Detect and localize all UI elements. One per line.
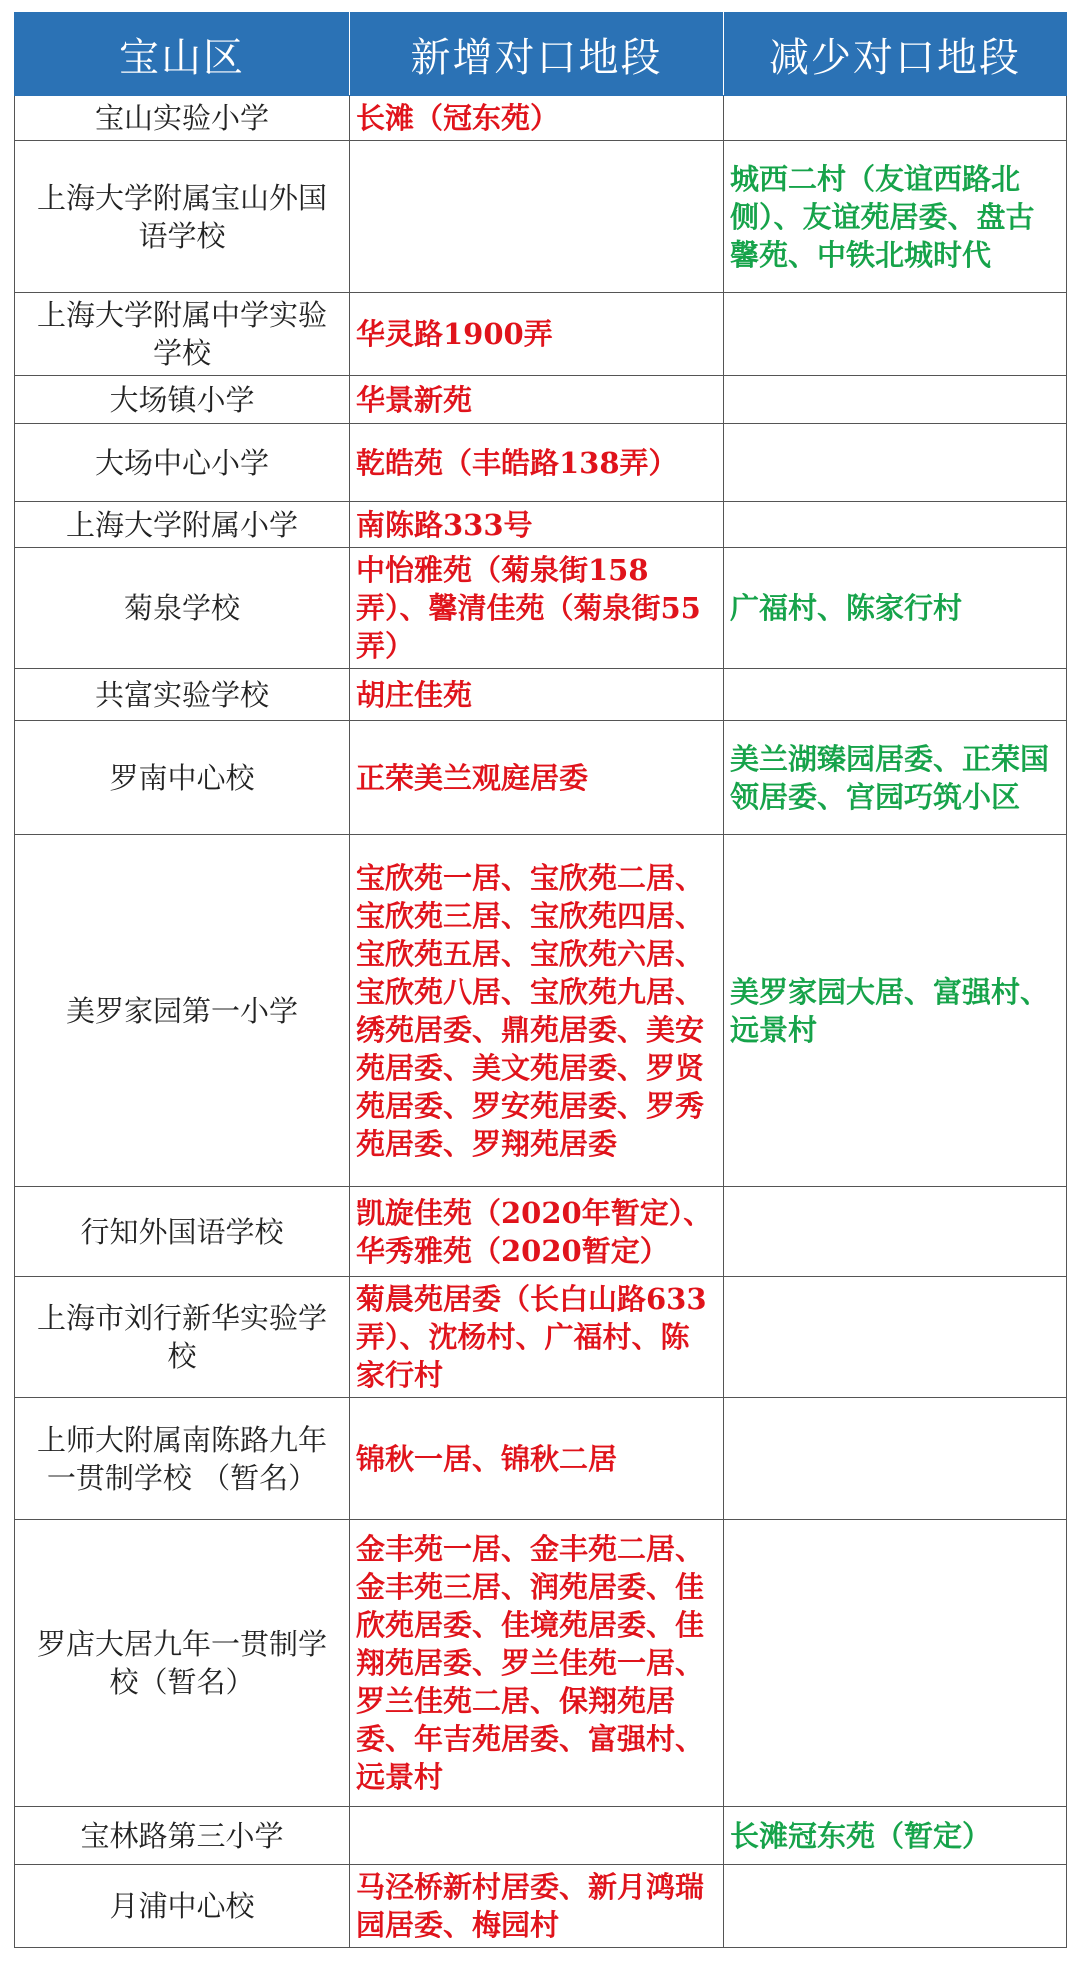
reduced-areas: 美罗家园大居、富强村、远景村 bbox=[724, 835, 1067, 1187]
added-areas: 乾皓苑（丰皓路138弄） bbox=[350, 424, 724, 502]
school-name: 月浦中心校 bbox=[15, 1865, 350, 1948]
school-district-table bbox=[14, 12, 1067, 1948]
table-row bbox=[15, 376, 1067, 424]
school-name: 大场镇小学 bbox=[15, 376, 350, 424]
table-row bbox=[15, 96, 1067, 141]
added-areas: 长滩（冠东苑） bbox=[350, 96, 724, 141]
school-name: 共富实验学校 bbox=[15, 669, 350, 721]
table-row bbox=[15, 1807, 1067, 1865]
reduced-areas bbox=[724, 376, 1067, 424]
header-added: 新增对口地段 bbox=[350, 13, 724, 96]
added-areas: 金丰苑一居、金丰苑二居、金丰苑三居、润苑居委、佳欣苑居委、佳境苑居委、佳翔苑居委、罗兰佳苑一居、罗兰佳苑二居、保翔苑居委、年吉苑居委、富强村、远景村 bbox=[350, 1520, 724, 1807]
reduced-areas bbox=[724, 1398, 1067, 1520]
table-row bbox=[15, 835, 1067, 1187]
reduced-areas: 长滩冠东苑（暂定） bbox=[724, 1807, 1067, 1865]
school-name: 宝林路第三小学 bbox=[15, 1807, 350, 1865]
school-name: 宝山实验小学 bbox=[15, 96, 350, 141]
school-name: 罗店大居九年一贯制学校（暂名） bbox=[15, 1520, 350, 1807]
reduced-areas bbox=[724, 424, 1067, 502]
added-areas bbox=[350, 1807, 724, 1865]
reduced-areas bbox=[724, 1520, 1067, 1807]
school-name: 上海市刘行新华实验学校 bbox=[15, 1277, 350, 1398]
header-reduced: 减少对口地段 bbox=[724, 13, 1067, 96]
added-areas: 凯旋佳苑（2020年暂定）、华秀雅苑（2020暂定） bbox=[350, 1187, 724, 1277]
reduced-areas bbox=[724, 293, 1067, 376]
reduced-areas: 广福村、陈家行村 bbox=[724, 548, 1067, 669]
table-row bbox=[15, 721, 1067, 835]
table-row bbox=[15, 669, 1067, 721]
reduced-areas bbox=[724, 669, 1067, 721]
table-row bbox=[15, 424, 1067, 502]
added-areas: 华景新苑 bbox=[350, 376, 724, 424]
header-row bbox=[15, 13, 1067, 96]
added-areas: 马泾桥新村居委、新月鸿瑞园居委、梅园村 bbox=[350, 1865, 724, 1948]
added-areas: 华灵路1900弄 bbox=[350, 293, 724, 376]
added-areas: 正荣美兰观庭居委 bbox=[350, 721, 724, 835]
reduced-areas: 美兰湖臻园居委、正荣国领居委、宫园巧筑小区 bbox=[724, 721, 1067, 835]
added-areas: 锦秋一居、锦秋二居 bbox=[350, 1398, 724, 1520]
table-row bbox=[15, 293, 1067, 376]
table-row bbox=[15, 1520, 1067, 1807]
table-row bbox=[15, 548, 1067, 669]
table-row bbox=[15, 1277, 1067, 1398]
school-name: 菊泉学校 bbox=[15, 548, 350, 669]
reduced-areas bbox=[724, 96, 1067, 141]
school-name: 上海大学附属中学实验学校 bbox=[15, 293, 350, 376]
school-name: 罗南中心校 bbox=[15, 721, 350, 835]
added-areas: 胡庄佳苑 bbox=[350, 669, 724, 721]
added-areas bbox=[350, 141, 724, 293]
reduced-areas bbox=[724, 1865, 1067, 1948]
table-row bbox=[15, 1398, 1067, 1520]
added-areas: 菊晨苑居委（长白山路633弄）、沈杨村、广福村、陈家行村 bbox=[350, 1277, 724, 1398]
table-row bbox=[15, 1187, 1067, 1277]
reduced-areas bbox=[724, 1187, 1067, 1277]
reduced-areas: 城西二村（友谊西路北侧）、友谊苑居委、盘古馨苑、中铁北城时代 bbox=[724, 141, 1067, 293]
school-name: 上师大附属南陈路九年一贯制学校 （暂名） bbox=[15, 1398, 350, 1520]
table-row bbox=[15, 502, 1067, 548]
added-areas: 宝欣苑一居、宝欣苑二居、宝欣苑三居、宝欣苑四居、宝欣苑五居、宝欣苑六居、宝欣苑八居、宝欣苑九居、绣苑居委、鼎苑居委、美安苑居委、美文苑居委、罗贤苑居委、罗安苑居委、罗秀苑居委、罗翔苑居委 bbox=[350, 835, 724, 1187]
reduced-areas bbox=[724, 502, 1067, 548]
school-name: 上海大学附属宝山外国语学校 bbox=[15, 141, 350, 293]
school-name: 上海大学附属小学 bbox=[15, 502, 350, 548]
reduced-areas bbox=[724, 1277, 1067, 1398]
header-district: 宝山区 bbox=[15, 13, 350, 96]
added-areas: 中怡雅苑（菊泉街158弄）、馨清佳苑（菊泉街55弄） bbox=[350, 548, 724, 669]
table-row bbox=[15, 1865, 1067, 1948]
school-name: 行知外国语学校 bbox=[15, 1187, 350, 1277]
school-name: 大场中心小学 bbox=[15, 424, 350, 502]
added-areas: 南陈路333号 bbox=[350, 502, 724, 548]
table-row bbox=[15, 141, 1067, 293]
school-name: 美罗家园第一小学 bbox=[15, 835, 350, 1187]
